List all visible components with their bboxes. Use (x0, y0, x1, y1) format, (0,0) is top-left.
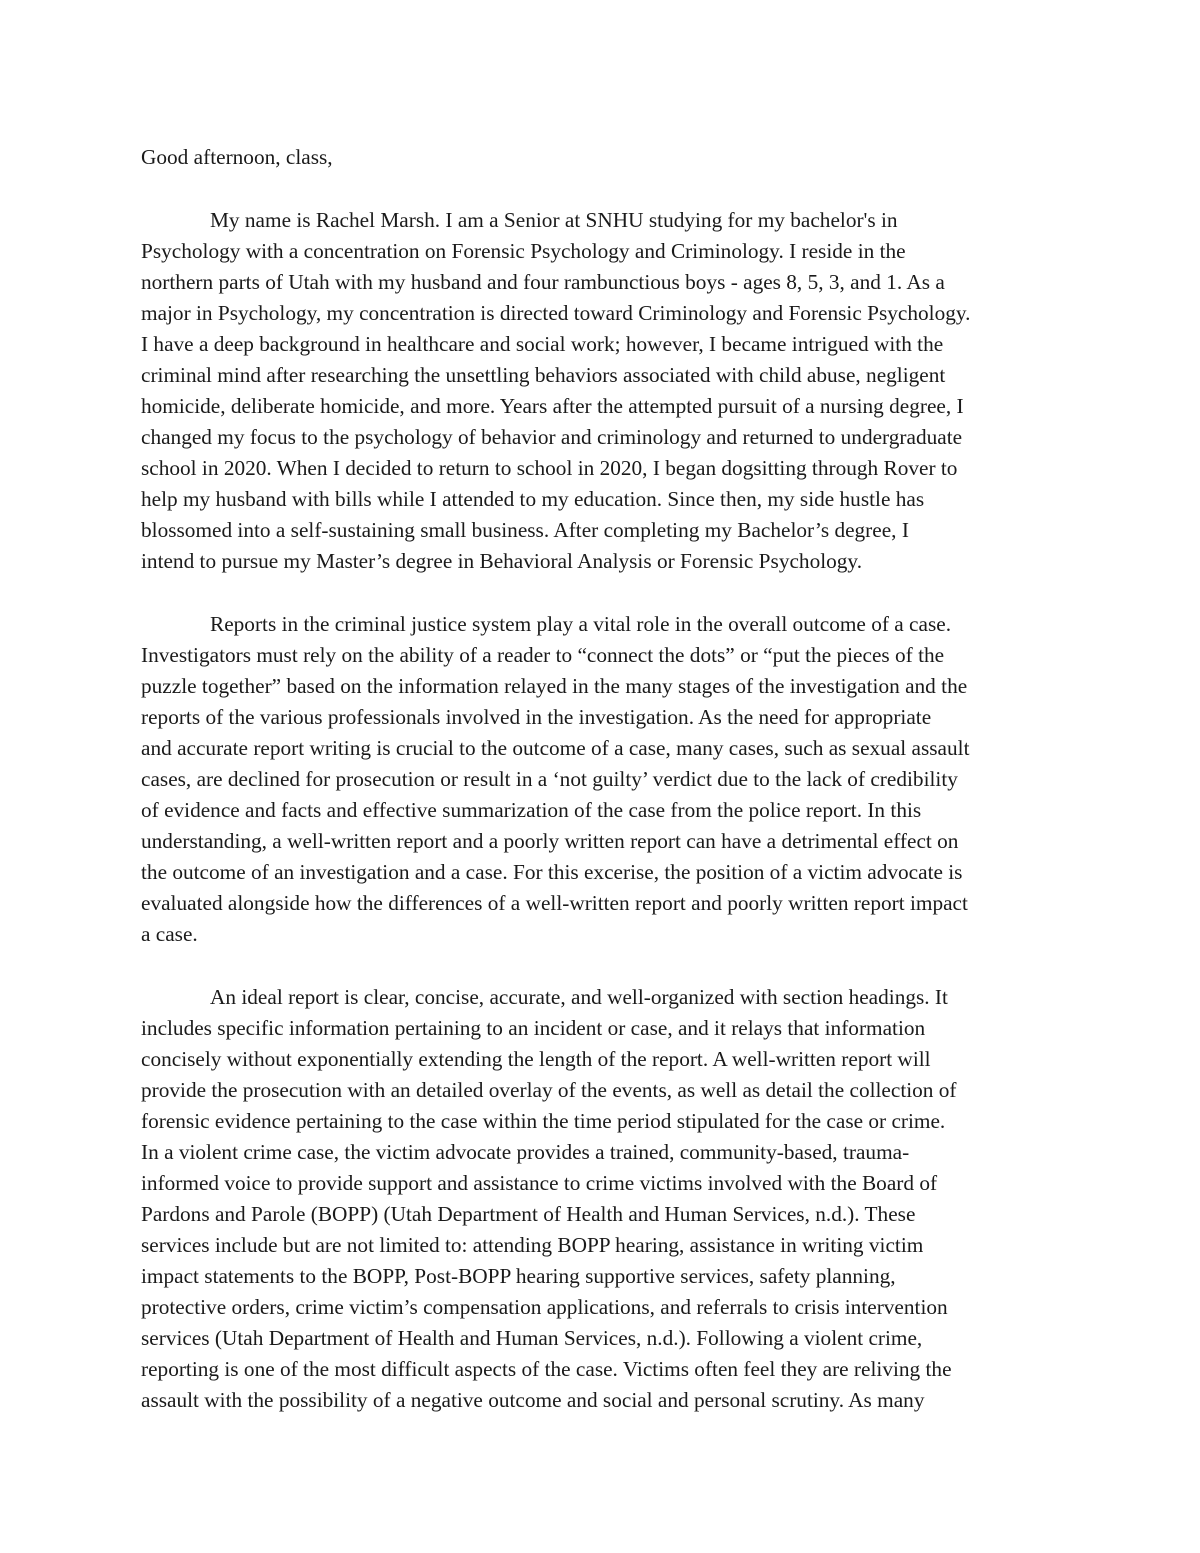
text-line: reporting is one of the most difficult aspects of the case. Victims often feel they are reliving the (141, 1357, 952, 1381)
text-line: reports of the various professionals involved in the investigation. As the need for appropriate (141, 705, 932, 729)
text-line: cases, are declined for prosecution or result in a ‘not guilty’ verdict due to the lack of credibility (141, 767, 958, 791)
text-line: changed my focus to the psychology of behavior and criminology and returned to undergraduate (141, 425, 963, 449)
text-line: services (Utah Department of Health and Human Services, n.d.). Following a violent crime, (141, 1326, 923, 1350)
text-line: protective orders, crime victim’s compensation applications, and referrals to crisis intervention (141, 1295, 948, 1319)
text-line: My name is Rachel Marsh. I am a Senior at SNHU studying for my bachelor's in (210, 208, 898, 232)
text-line: of evidence and facts and effective summarization of the case from the police report. In this (141, 798, 922, 822)
text-line: blossomed into a self-sustaining small business. After completing my Bachelor’s degree, I (141, 518, 909, 542)
text-line: assault with the possibility of a negative outcome and social and personal scrutiny. As many (141, 1388, 925, 1412)
text-line: homicide, deliberate homicide, and more. Years after the attempted pursuit of a nursing degree, I (141, 394, 964, 418)
text-line: the outcome of an investigation and a case. For this excerise, the position of a victim advocate is (141, 860, 963, 884)
text-line: and accurate report writing is crucial to the outcome of a case, many cases, such as sexual assault (141, 736, 970, 760)
text-line: northern parts of Utah with my husband and four rambunctious boys - ages 8, 5, 3, and 1. As a (141, 270, 945, 294)
text-line: evaluated alongside how the differences of a well-written report and poorly written report impact (141, 891, 968, 915)
text-line: criminal mind after researching the unsettling behaviors associated with child abuse, negligent (141, 363, 946, 387)
text-line: includes specific information pertaining to an incident or case, and it relays that information (141, 1016, 926, 1040)
text-line: I have a deep background in healthcare and social work; however, I became intrigued with the (141, 332, 944, 356)
text-line: puzzle together” based on the information relayed in the many stages of the investigation and the (141, 674, 968, 698)
text-line: An ideal report is clear, concise, accurate, and well-organized with section headings. It (210, 985, 948, 1009)
text-line: informed voice to provide support and assistance to crime victims involved with the Board of (141, 1171, 938, 1195)
text-line: provide the prosecution with an detailed overlay of the events, as well as detail the collection of (141, 1078, 957, 1102)
text-line: school in 2020. When I decided to return to school in 2020, I began dogsitting through Rover to (141, 456, 958, 480)
text-line: Investigators must rely on the ability of a reader to “connect the dots” or “put the pieces of the (141, 643, 945, 667)
text-line: forensic evidence pertaining to the case within the time period stipulated for the case or crime. (141, 1109, 946, 1133)
paragraph-introduction (141, 205, 1071, 577)
paragraph-ideal-report (141, 982, 1071, 1416)
text-line: concisely without exponentially extending the length of the report. A well-written report will (141, 1047, 931, 1071)
text-line: help my husband with bills while I attended to my education. Since then, my side hustle has (141, 487, 925, 511)
text-line: understanding, a well-written report and a poorly written report can have a detrimental effect on (141, 829, 959, 853)
paragraph-reports (141, 609, 1071, 950)
greeting-line: Good afternoon, class, (141, 145, 333, 169)
text-line: intend to pursue my Master’s degree in Behavioral Analysis or Forensic Psychology. (141, 549, 863, 573)
text-line: impact statements to the BOPP, Post-BOPP hearing supportive services, safety planning, (141, 1264, 896, 1288)
text-line: a case. (141, 922, 198, 946)
text-line: In a violent crime case, the victim advocate provides a trained, community-based, trauma- (141, 1140, 910, 1164)
text-line: Psychology with a concentration on Forensic Psychology and Criminology. I reside in the (141, 239, 906, 263)
text-line: Pardons and Parole (BOPP) (Utah Department of Health and Human Services, n.d.). These (141, 1202, 916, 1226)
text-line: major in Psychology, my concentration is directed toward Criminology and Forensic Psychology. (141, 301, 971, 325)
text-line: services include but are not limited to: attending BOPP hearing, assistance in writing victim (141, 1233, 924, 1257)
text-line: Reports in the criminal justice system play a vital role in the overall outcome of a case. (210, 612, 952, 636)
